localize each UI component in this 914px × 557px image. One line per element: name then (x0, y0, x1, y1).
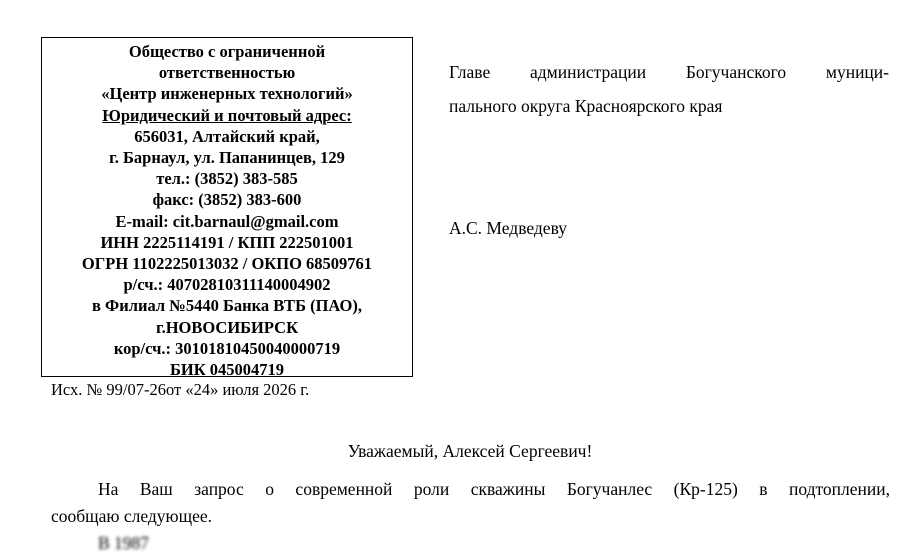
letterhead-inn-kpp: ИНН 2225114191 / КПП 222501001 (100, 232, 354, 252)
recipient-name: А.С. Медведеву (449, 218, 567, 238)
letterhead-address-heading: Юридический и почтовый адрес: (102, 105, 352, 125)
letterhead-settlement-account: р/сч.: 40702810311140004902 (123, 275, 331, 295)
salutation: Уважаемый, Алексей Сергеевич! (347, 441, 593, 461)
letterhead-fax: факс: (3852) 383-600 (152, 190, 302, 210)
letterhead-postal-region: 656031, Алтайский край, (134, 126, 320, 146)
body-paragraph-line-2: сообщаю следующее. (51, 506, 213, 526)
letterhead-company-line-1: Общество с ограниченной (128, 42, 326, 61)
outgoing-reference: Исх. № 99/07-26от «24» июля 2026 г. (51, 380, 310, 399)
letterhead-bik: БИК 045004719 (169, 360, 285, 380)
body-paragraph-line-3: В 1987 (98, 533, 150, 553)
letterhead-correspondent-account: кор/сч.: 30101810450040000719 (113, 338, 341, 358)
letterhead-company-line-2: ответственностью (158, 63, 296, 83)
letterhead-phone: тел.: (3852) 383-585 (156, 169, 298, 189)
addressee-line-2: пального округа Красноярского края (449, 96, 723, 116)
letterhead-box (41, 37, 413, 380)
letterhead-bank-branch: в Филиал №5440 Банка ВТБ (ПАО), (92, 296, 362, 316)
letterhead-bank-city: г.НОВОСИБИРСК (155, 317, 299, 337)
letterhead-company-name: «Центр инженерных технологий» (101, 84, 353, 104)
letterhead-ogrn-okpo: ОГРН 1102225013032 / ОКПО 68509761 (81, 254, 373, 274)
letterhead-email: E-mail: cit.barnaul@gmail.com (115, 211, 339, 231)
body-paragraph-line-1: На Ваш запрос о современной роли скважины Богучанлес (Кр-125) в подтоплении, (98, 479, 890, 499)
addressee-line-1: Главе администрации Богучанского муници- (449, 62, 889, 82)
addressee-block (449, 55, 889, 123)
letter-body (51, 476, 890, 557)
letterhead-street-address: г. Барнаул, ул. Папанинцев, 129 (109, 148, 345, 168)
